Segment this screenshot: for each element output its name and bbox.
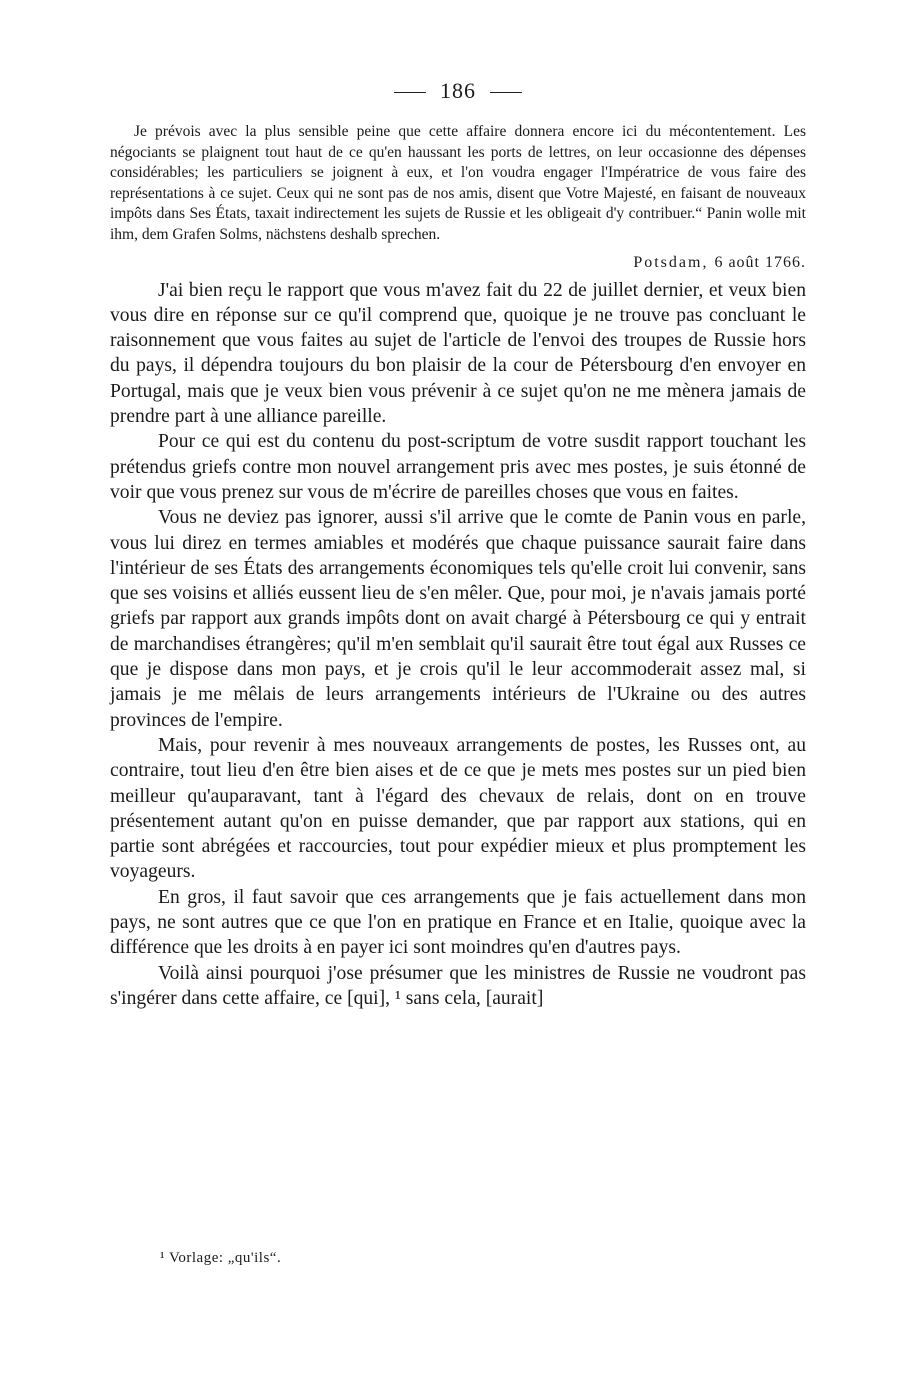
paragraph: Mais, pour revenir à mes nouveaux arrangements de postes, les Russes ont, au contraire, tout lieu d'en être bien aises et de ce que je mets mes postes sur un pied bien meilleur qu'auparavant, tant à l'égard des chevaux de relais, dont on en trouve présentement autant qu'on en puisse demander, que par rapport aux stations, qui en partie sont abrégées et raccourcies, tout pour expédier mieux et plus promptement les voyageurs.: [110, 734, 806, 883]
dateline-place: Potsdam,: [633, 253, 709, 271]
page-number-line: [110, 78, 806, 104]
left-rule: [394, 92, 426, 93]
paragraph: Pour ce qui est du contenu du post-scriptum de votre susdit rapport touchant les prétendus griefs contre mon nouvel arrangement pris avec mes postes, je suis étonné de voir que vous prenez sur vous de m'écrire de pareilles choses que vous en faites.: [110, 431, 806, 503]
dateline: [110, 254, 806, 272]
dateline-date: 6 août 1766.: [714, 253, 806, 271]
right-rule: [490, 92, 522, 93]
page-number: 186: [440, 78, 476, 103]
paragraph: J'ai bien reçu le rapport que vous m'avez fait du 22 de juillet dernier, et veux bien vous dire en réponse sur ce qu'il comprend que, quoique je ne trouve pas concluant le raisonnement que vous faites au sujet de l'article de l'envoi des troupes de Russie hors du pays, il dépendra toujours du bon plaisir de la cour de Pétersbourg d'en envoyer en Portugal, mais que je veux bien vous prévenir à ce sujet qu'on ne me mènera jamais de prendre part à une alliance pareille.: [110, 279, 806, 428]
paragraph: Vous ne deviez pas ignorer, aussi s'il arrive que le comte de Panin vous en parle, vous lui direz en termes amiables et modérés que chaque puissance saurait faire dans l'intérieur de ses États des arrangements économiques tels qu'elle croit lui convenir, sans que ses voisins et alliés eussent lieu de s'en mêler. Que, pour moi, je n'avais jamais porté griefs par rapport aux grands impôts dont on avait chargé à Pétersbourg ce qui y entrait de marchandises étrangères; qu'il m'en semblait qu'il saurait être tout égal aux Russes ce que je dispose dans mon pays, et je crois qu'il le leur accommoderait assez mal, si jamais je me mêlais de leurs arrangements intérieurs de l'Ukraine ou des autres provinces de l'empire.: [110, 507, 806, 731]
paragraph: En gros, il faut savoir que ces arrangements que je fais actuellement dans mon pays, ne sont autres que ce que l'on en pratique en France et en Italie, quoique avec la différence que les droits à en payer ici sont moindres qu'en d'autres pays.: [110, 886, 806, 959]
paragraph: Voilà ainsi pourquoi j'ose présumer que les ministres de Russie ne voudront pas s'ingérer dans cette affaire, ce [qui], ¹ sans cela, [aurait]: [110, 962, 806, 1009]
page-body: [110, 78, 806, 1011]
footnote: ¹ Vorlage: „qu'ils“.: [160, 1250, 282, 1266]
quoted-report: Je prévois avec la plus sensible peine que cette affaire donnera encore ici du mécontentement. Les négociants se plaignent tout haut de ce qu'en haussant les ports de lettres, on leur occasionne des dépenses considérables; les particuliers se joignent à eux, et l'on voudra engager l'Impératrice de vous faire des représentations à ce sujet. Ceux qui ne sont pas de nos amis, disent que Votre Majesté, en faisant de nouveaux impôts dans Ses États, taxait indirectement les sujets de Russie et les obligeait d'y contribuer.“ Panin wolle mit ihm, dem Grafen Solms, nächstens deshalb sprechen.: [110, 123, 806, 243]
